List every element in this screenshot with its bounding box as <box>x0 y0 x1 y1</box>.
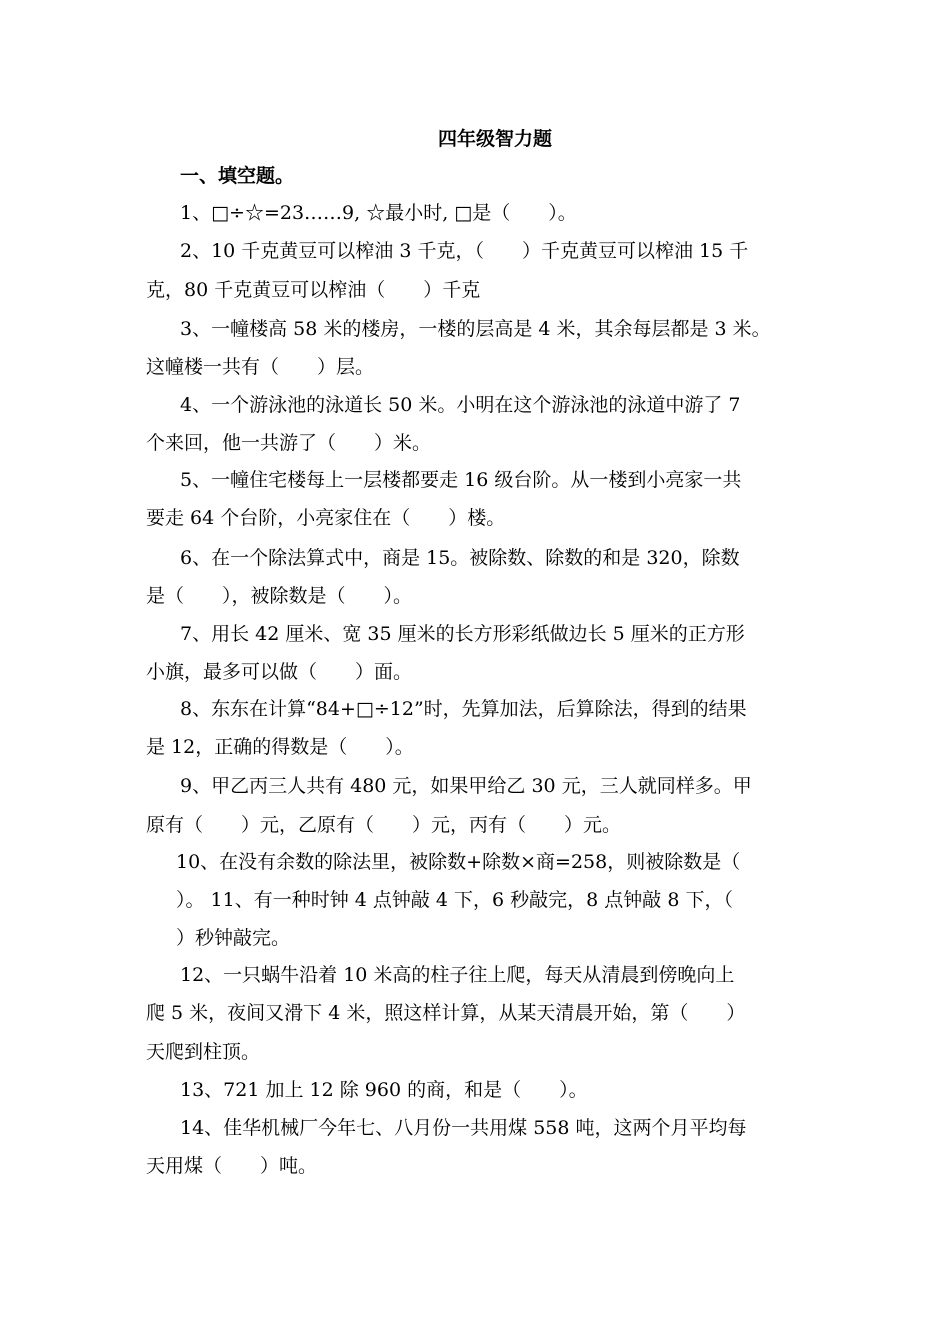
question-line: 小旗，最多可以做（ ）面。 <box>146 661 413 683</box>
question-line: 天用煤（ ）吨。 <box>146 1155 318 1177</box>
question-line: 1、□÷☆=23……9, ☆最小时, □是（ ）。 <box>180 202 577 224</box>
question-line: 天爬到柱顶。 <box>146 1041 261 1063</box>
page-title: 四年级智力题 <box>437 128 552 150</box>
question-line: 9、甲乙丙三人共有 480 元，如果甲给乙 30 元，三人就同样多。甲 <box>180 775 752 797</box>
question-line: 5、一幢住宅楼每上一层楼都要走 16 级台阶。从一楼到小亮家一共 <box>180 469 742 491</box>
question-line: 是 12，正确的得数是（ ）。 <box>146 736 414 758</box>
question-line: 8、东东在计算“84+□÷12”时，先算加法，后算除法，得到的结果 <box>180 698 747 720</box>
question-line: 10、在没有余数的除法里，被除数+除数×商=258，则被除数是（ <box>176 851 741 873</box>
question-line: ）。 11、有一种时钟 4 点钟敲 4 下，6 秒敲完，8 点钟敲 8 下，（ <box>176 889 733 911</box>
question-line: 要走 64 个台阶，小亮家住在（ ）楼。 <box>146 507 506 529</box>
question-line: 爬 5 米，夜间又滑下 4 米，照这样计算，从某天清晨开始，第（ ） <box>146 1002 746 1024</box>
question-line: 是（ ），被除数是（ ）。 <box>146 585 413 607</box>
question-line: 个来回，他一共游了（ ）米。 <box>146 432 432 454</box>
question-line: 4、一个游泳池的泳道长 50 米。小明在这个游泳池的泳道中游了 7 <box>180 394 741 416</box>
question-line: 14、佳华机械厂今年七、八月份一共用煤 558 吨，这两个月平均每 <box>180 1117 747 1139</box>
question-line: 7、用长 42 厘米、宽 35 厘米的长方形彩纸做边长 5 厘米的正方形 <box>180 623 745 645</box>
section-heading: 一、填空题。 <box>180 165 295 187</box>
question-line: 12、一只蜗牛沿着 10 米高的柱子往上爬，每天从清晨到傍晚向上 <box>180 964 735 986</box>
question-line: 13、721 加上 12 除 960 的商，和是（ ）。 <box>180 1079 588 1101</box>
question-line: 6、在一个除法算式中，商是 15。被除数、除数的和是 320，除数 <box>180 547 740 569</box>
question-line: 这幢楼一共有（ ）层。 <box>146 356 375 378</box>
question-line: 克，80 千克黄豆可以榨油（ ）千克 <box>146 279 481 301</box>
question-line: 原有（ ）元，乙原有（ ）元，丙有（ ）元。 <box>146 814 622 836</box>
question-line: 2、10 千克黄豆可以榨油 3 千克，（ ）千克黄豆可以榨油 15 千 <box>180 240 749 262</box>
question-line: ）秒钟敲完。 <box>176 927 291 949</box>
question-line: 3、一幢楼高 58 米的楼房，一楼的层高是 4 米，其余每层都是 3 米。 <box>180 318 771 340</box>
